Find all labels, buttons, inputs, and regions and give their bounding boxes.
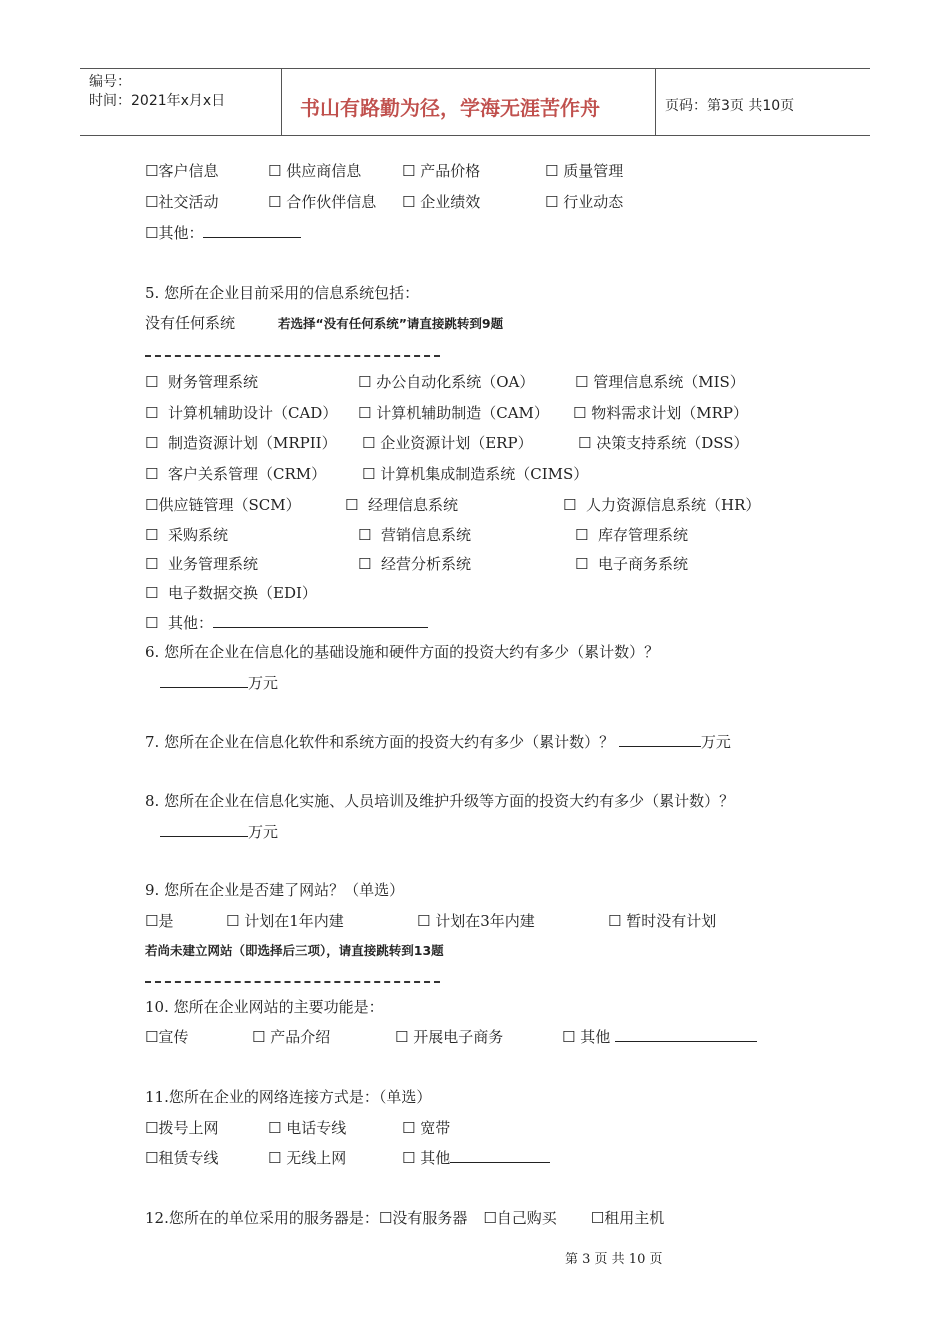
checkbox-icon: ☐ xyxy=(575,373,589,391)
q5-option-cad[interactable]: ☐ 计算机辅助设计（CAD） xyxy=(145,404,338,422)
q11-other-blank[interactable] xyxy=(450,1148,550,1163)
checkbox-icon: ☐ xyxy=(226,912,240,930)
checkbox-icon: ☐ xyxy=(608,912,622,930)
checkbox-icon: ☐ xyxy=(483,1209,497,1227)
q11-option-phone-line[interactable]: ☐ 电话专线 xyxy=(268,1119,347,1137)
checkbox-icon: ☐ xyxy=(145,193,159,211)
checkbox-icon: ☐ xyxy=(590,1209,605,1227)
q5-option-eis[interactable]: ☐ 经理信息系统 xyxy=(345,496,459,514)
q5-option-purchase[interactable]: ☐ 采购系统 xyxy=(145,526,229,544)
q9-dashed-divider xyxy=(145,981,440,983)
checkbox-icon: ☐ xyxy=(145,224,159,242)
q5-other-blank[interactable] xyxy=(213,613,428,628)
q11-option-other[interactable]: ☐ 其他 xyxy=(402,1147,550,1168)
q9-title: 9. 您所在企业是否建了网站？（单选） xyxy=(145,881,405,899)
header-time-label: 时间：2021年x月x日 xyxy=(89,93,226,109)
checkbox-icon: ☐ xyxy=(573,404,587,422)
checkbox-icon: ☐ xyxy=(268,193,282,211)
q4-option-other[interactable]: ☐其他： xyxy=(145,222,301,243)
checkbox-icon: ☐ xyxy=(402,162,416,180)
checkbox-icon: ☐ xyxy=(358,373,372,391)
checkbox-icon: ☐ xyxy=(145,1149,159,1167)
q5-option-business[interactable]: ☐ 业务管理系统 xyxy=(145,555,259,573)
q10-other-blank[interactable] xyxy=(615,1027,757,1042)
checkbox-icon: ☐ xyxy=(395,1028,409,1046)
q6-amount-blank[interactable] xyxy=(160,673,248,688)
checkbox-icon: ☐ xyxy=(268,162,282,180)
q4-other-blank[interactable] xyxy=(203,223,301,238)
checkbox-icon: ☐ xyxy=(578,434,592,452)
checkbox-icon: ☐ xyxy=(145,404,159,422)
checkbox-icon: ☐ xyxy=(145,1028,159,1046)
q8-title: 8. 您所在企业在信息化实施、人员培训及维护升级等方面的投资大约有多少（累计数）？ xyxy=(145,792,735,810)
checkbox-icon: ☐ xyxy=(145,162,159,180)
q5-title: 5. 您所在企业目前采用的信息系统包括： xyxy=(145,284,420,302)
q5-option-scm[interactable]: ☐供应链管理（SCM） xyxy=(145,496,301,514)
checkbox-icon: ☐ xyxy=(417,912,431,930)
q4-option-partner[interactable]: ☐ 合作伙伴信息 xyxy=(268,193,377,211)
q12-option-none[interactable]: ☐没有服务器 xyxy=(378,1209,468,1227)
q5-option-ecommerce[interactable]: ☐ 电子商务系统 xyxy=(575,555,689,573)
q10-title: 10. 您所在企业网站的主要功能是： xyxy=(145,998,384,1016)
checkbox-icon: ☐ xyxy=(545,162,559,180)
q10-option-promo[interactable]: ☐宣传 xyxy=(145,1028,189,1046)
q11-option-leased[interactable]: ☐租赁专线 xyxy=(145,1149,219,1167)
checkbox-icon: ☐ xyxy=(362,465,376,483)
q9-skip-note: 若尚未建立网站（即选择后三项），请直接跳转到13题 xyxy=(145,943,444,958)
checkbox-icon: ☐ xyxy=(402,1119,416,1137)
q11-option-wireless[interactable]: ☐ 无线上网 xyxy=(268,1149,347,1167)
q5-option-mrp[interactable]: ☐ 物料需求计划（MRP） xyxy=(573,404,748,422)
q12-question: 12.您所在的单位采用的服务器是：☐没有服务器 ☐自己购买 ☐租用主机 xyxy=(145,1209,665,1227)
footer-page-number: 第 3 页 共 10 页 xyxy=(565,1252,663,1267)
q5-option-other[interactable]: ☐ 其他： xyxy=(145,612,428,633)
header-divider-right xyxy=(655,68,656,136)
q12-option-buy[interactable]: ☐自己购买 xyxy=(483,1209,557,1227)
checkbox-icon: ☐ xyxy=(145,373,159,391)
checkbox-icon: ☐ xyxy=(358,555,372,573)
checkbox-icon: ☐ xyxy=(345,496,359,514)
checkbox-icon: ☐ xyxy=(145,555,159,573)
q5-option-dss[interactable]: ☐ 决策支持系统（DSS） xyxy=(578,434,749,452)
q11-option-broadband[interactable]: ☐ 宽带 xyxy=(402,1119,451,1137)
q5-option-analysis[interactable]: ☐ 经营分析系统 xyxy=(358,555,472,573)
q10-option-ecommerce[interactable]: ☐ 开展电子商务 xyxy=(395,1028,504,1046)
header-divider-left xyxy=(281,68,282,136)
checkbox-icon: ☐ xyxy=(562,1028,576,1046)
checkbox-icon: ☐ xyxy=(145,434,159,452)
q9-option-yes[interactable]: ☐是 xyxy=(145,912,174,930)
q4-option-industry[interactable]: ☐ 行业动态 xyxy=(545,193,624,211)
checkbox-icon: ☐ xyxy=(145,496,159,514)
q5-option-finance[interactable]: ☐ 财务管理系统 xyxy=(145,373,259,391)
q4-option-social[interactable]: ☐社交活动 xyxy=(145,193,219,211)
checkbox-icon: ☐ xyxy=(252,1028,266,1046)
q8-answer: 万元 xyxy=(160,821,278,842)
checkbox-icon: ☐ xyxy=(378,1209,393,1227)
q10-option-product[interactable]: ☐ 产品介绍 xyxy=(252,1028,331,1046)
q5-dashed-divider xyxy=(145,355,440,357)
q6-answer: 万元 xyxy=(160,672,278,693)
q5-skip-note: 若选择“没有任何系统”请直接跳转到9题 xyxy=(278,316,504,331)
checkbox-icon: ☐ xyxy=(575,526,589,544)
q5-option-oa[interactable]: ☐ 办公自动化系统（OA） xyxy=(358,373,535,391)
q5-option-inventory[interactable]: ☐ 库存管理系统 xyxy=(575,526,689,544)
checkbox-icon: ☐ xyxy=(402,1149,416,1167)
q8-amount-blank[interactable] xyxy=(160,822,248,837)
checkbox-icon: ☐ xyxy=(402,193,416,211)
checkbox-icon: ☐ xyxy=(145,912,159,930)
checkbox-icon: ☐ xyxy=(545,193,559,211)
checkbox-icon: ☐ xyxy=(563,496,577,514)
q5-option-marketing[interactable]: ☐ 营销信息系统 xyxy=(358,526,472,544)
q4-option-quality[interactable]: ☐ 质量管理 xyxy=(545,162,624,180)
q12-option-rent[interactable]: ☐租用主机 xyxy=(590,1209,665,1227)
q6-title: 6. 您所在企业在信息化的基础设施和硬件方面的投资大约有多少（累计数）？ xyxy=(145,643,660,661)
q4-option-supplier[interactable]: ☐ 供应商信息 xyxy=(268,162,362,180)
checkbox-icon: ☐ xyxy=(145,584,159,602)
q4-option-customer[interactable]: ☐客户信息 xyxy=(145,162,219,180)
q9-option-1year[interactable]: ☐ 计划在1年内建 xyxy=(226,912,344,930)
q5-option-mis[interactable]: ☐ 管理信息系统（MIS） xyxy=(575,373,745,391)
q4-option-performance[interactable]: ☐ 企业绩效 xyxy=(402,193,481,211)
checkbox-icon: ☐ xyxy=(362,434,376,452)
q5-option-hr[interactable]: ☐ 人力资源信息系统（HR） xyxy=(563,496,761,514)
q7-question: 7. 您所在企业在信息化软件和系统方面的投资大约有多少（累计数）？ 万元 xyxy=(145,733,731,751)
header-code-label: 编号： xyxy=(89,74,131,90)
checkbox-icon: ☐ xyxy=(358,404,372,422)
checkbox-icon: ☐ xyxy=(268,1119,282,1137)
checkbox-icon: ☐ xyxy=(145,1119,159,1137)
checkbox-icon: ☐ xyxy=(575,555,589,573)
header-page-label: 页码：第3页 共10页 xyxy=(665,98,795,114)
q5-option-none[interactable]: 没有任何系统 xyxy=(145,314,236,332)
q9-option-noplan[interactable]: ☐ 暂时没有计划 xyxy=(608,912,717,930)
q4-option-price[interactable]: ☐ 产品价格 xyxy=(402,162,481,180)
checkbox-icon: ☐ xyxy=(145,614,159,632)
checkbox-icon: ☐ xyxy=(268,1149,282,1167)
q9-option-3year[interactable]: ☐ 计划在3年内建 xyxy=(417,912,535,930)
q10-option-other[interactable]: ☐ 其他 xyxy=(562,1026,757,1047)
q5-option-cims[interactable]: ☐ 计算机集成制造系统（CIMS） xyxy=(362,465,589,483)
header-bottom-rule xyxy=(80,135,870,136)
q5-option-cam[interactable]: ☐ 计算机辅助制造（CAM） xyxy=(358,404,549,422)
q5-option-crm[interactable]: ☐ 客户关系管理（CRM） xyxy=(145,465,327,483)
checkbox-icon: ☐ xyxy=(358,526,372,544)
q11-option-dialup[interactable]: ☐拨号上网 xyxy=(145,1119,219,1137)
checkbox-icon: ☐ xyxy=(145,465,159,483)
q11-title: 11.您所在企业的网络连接方式是：（单选） xyxy=(145,1088,432,1106)
header-motto: 书山有路勤为径，学海无涯苦作舟 xyxy=(300,96,600,120)
header-top-rule xyxy=(80,68,870,69)
checkbox-icon: ☐ xyxy=(145,526,159,544)
q5-option-edi[interactable]: ☐ 电子数据交换（EDI） xyxy=(145,584,317,602)
q7-amount-blank[interactable] xyxy=(619,732,701,747)
q5-option-erp[interactable]: ☐ 企业资源计划（ERP） xyxy=(362,434,533,452)
q5-option-mrpii[interactable]: ☐ 制造资源计划（MRPII） xyxy=(145,434,337,452)
